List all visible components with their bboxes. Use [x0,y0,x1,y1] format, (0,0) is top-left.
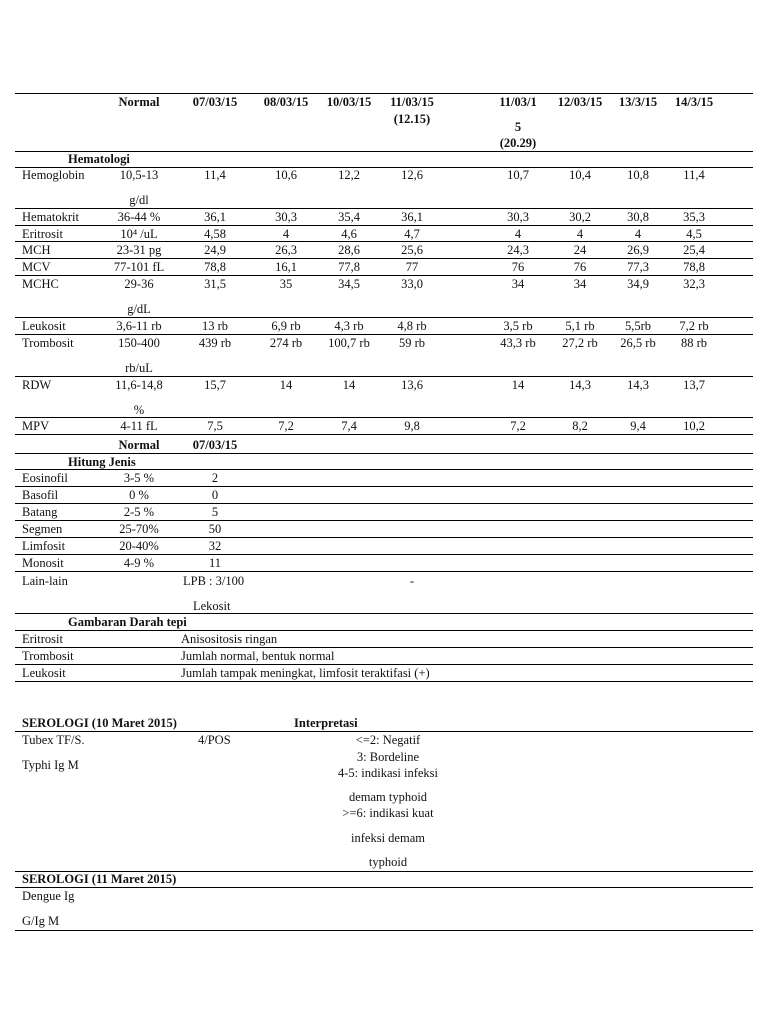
interpretation-line: 3: Bordeline [356,750,420,764]
header-normal: Normal [118,95,160,109]
lab-value-cell: 24,3 [507,243,529,257]
lab-value-cell: 4 [576,227,584,241]
row-rule [15,554,753,555]
lab-value-cell: 26,3 [275,243,297,257]
lab-value-cell: 14 [342,378,356,392]
normal-unit: rb/uL [125,361,153,375]
normal-range: 4-9 % [123,556,155,570]
lab-value-cell: 7,4 [341,419,357,433]
interpretation-line: >=6: indikasi kuat [342,806,434,820]
row-rule [15,469,753,470]
row-rule [15,647,753,648]
lab-value-cell: 28,6 [338,243,360,257]
lab-value-cell: 8,2 [572,419,588,433]
lab-value-cell: 27,2 rb [562,336,598,350]
row-rule [15,275,753,276]
lab-value-cell: 78,8 [204,260,226,274]
lab-value-cell: 6,9 rb [271,319,301,333]
header-normal: Normal [118,438,160,452]
lab-value-cell: 15,7 [204,378,226,392]
lab-value-cell: 14 [279,378,293,392]
lab-value-cell: 12,2 [338,168,360,182]
lab-value-cell: 25,4 [683,243,705,257]
row-rule [15,376,753,377]
row-rule [15,630,753,631]
lab-value-cell: 77 [405,260,419,274]
lab-value-cell: 24 [573,243,587,257]
lab-value-cell: 32 [208,539,222,553]
row-label: Basofil [22,488,59,502]
header-date: 13/3/15 [618,95,658,109]
normal-range: 29-36 [124,277,154,291]
lain-lain-value-cont: Lekosit [193,599,231,613]
header-date: 12/03/15 [557,95,603,109]
normal-range: 23-31 pg [116,243,162,257]
row-label: Hematokrit [22,210,79,224]
lab-value-cell: 9,4 [630,419,646,433]
lab-value-cell: 3,5 rb [503,319,533,333]
test-name-cont: G/Ig M [22,914,60,928]
normal-range: 150-400 [118,336,160,350]
lab-value-cell: 43,3 rb [500,336,536,350]
normal-unit: % [133,403,145,417]
lab-value-cell: 77,3 [627,260,649,274]
row-rule [15,225,753,226]
lab-value-cell: 34 [511,277,525,291]
interpretation-line: 4-5: indikasi infeksi [338,766,438,780]
lab-value-cell: 33,0 [401,277,423,291]
lab-value-cell: 7,5 [207,419,223,433]
lab-value-cell: 0 [211,488,219,502]
normal-range: 36-44 % [117,210,161,224]
row-label-leukosit: Leukosit [22,666,66,680]
interpretation-line: typhoid [368,855,408,869]
lab-value-cell: 9,8 [404,419,420,433]
row-rule [15,930,753,931]
lab-value-cell: 34 [573,277,587,291]
row-rule [15,520,753,521]
normal-range: 4-11 fL [120,419,158,433]
lab-value-cell: 11 [208,556,222,570]
lab-value-cell: 14 [511,378,525,392]
section-title-gambaran-darah-tepi: Gambaran Darah tepi [68,615,187,629]
row-rule [15,613,753,614]
row-rule [15,317,753,318]
row-label: MPV [22,419,50,433]
normal-range: 20-40% [119,539,159,553]
lab-value-cell: 14,3 [569,378,591,392]
lab-value-cell: 4,8 rb [397,319,427,333]
lab-value-cell: 100,7 rb [328,336,370,350]
lab-value-cell: 34,5 [338,277,360,291]
row-label: Hemoglobin [22,168,85,182]
lab-value-cell: 88 rb [680,336,708,350]
lain-lain-value: LPB : 3/100 [183,574,245,588]
lab-value-cell: 13,6 [401,378,423,392]
lab-value-cell: 30,8 [627,210,649,224]
lab-value-cell: 11,4 [204,168,226,182]
row-rule [15,887,753,888]
lab-value-cell: 31,5 [204,277,226,291]
row-label: Leukosit [22,319,66,333]
lab-value-cell: 5,1 rb [565,319,595,333]
lab-value-cell: 5 [211,505,219,519]
lab-value-cell: 30,3 [275,210,297,224]
lain-lain-dash: - [409,574,415,588]
header-date: 07/03/15 [192,95,238,109]
lab-value-cell: 274 rb [269,336,303,350]
lab-value-cell: 26,9 [627,243,649,257]
header-date: 11/03/15 [390,95,434,109]
header-date: 11/03/1 [499,95,537,109]
lab-value-cell: 5,5rb [624,319,652,333]
lab-value-cell: 4,3 rb [334,319,364,333]
section-title-hitung-jenis: Hitung Jenis [68,455,136,469]
row-label: MCHC [22,277,59,291]
normal-range: 3-5 % [123,471,155,485]
lab-value-cell: 10,4 [569,168,591,182]
row-label: Batang [22,505,58,519]
lab-value-cell: 36,1 [204,210,226,224]
header-date: 07/03/15 [192,438,238,452]
lab-value-cell: 10,2 [683,419,705,433]
row-rule [15,486,753,487]
header-date-cont: 5 [514,120,522,134]
row-rule [15,681,753,682]
row-rule [15,208,753,209]
lab-value-cell: 10,6 [275,168,297,182]
row-rule [15,731,753,732]
interpretation-line: infeksi demam [351,831,425,845]
lab-value-cell: 7,2 [278,419,294,433]
row-rule [15,503,753,504]
lab-value-cell: 12,6 [401,168,423,182]
row-label-trombosit: Trombosit [22,649,74,663]
lab-value-cell: 76 [573,260,587,274]
lab-value-cell: 10,7 [507,168,529,182]
lab-value-cell: 35,4 [338,210,360,224]
lab-value-cell: 35 [279,277,293,291]
interpretation-header: Interpretasi [294,716,358,730]
normal-range: 11,6-14,8 [115,378,163,392]
lab-value-cell: 4,58 [204,227,226,241]
serology-title: SEROLOGI (11 Maret 2015) [22,872,177,886]
lab-value-cell: 36,1 [401,210,423,224]
row-label-eritrosit: Eritrosit [22,632,63,646]
row-rule [15,241,753,242]
row-label: Monosit [22,556,64,570]
section-title-hematologi: Hematologi [68,152,130,166]
lab-value-cell: 24,9 [204,243,226,257]
lab-value-cell: 30,2 [569,210,591,224]
row-rule [15,434,753,435]
serology-title: SEROLOGI (10 Maret 2015) [22,716,177,730]
lab-value-cell: 50 [208,522,222,536]
lab-value-cell: 4,7 [404,227,420,241]
lab-value-cell: 7,2 [510,419,526,433]
row-label: RDW [22,378,52,392]
table-top-rule [15,93,753,94]
normal-range: 77-101 fL [113,260,165,274]
header-date-sub: (12.15) [393,112,431,126]
row-label: Eosinofil [22,471,68,485]
lab-value-cell: 13 rb [201,319,229,333]
test-name-cont: Typhi Ig M [22,758,79,772]
header-date: 10/03/15 [326,95,372,109]
normal-range: 25-70% [119,522,159,536]
normal-range: 10,5-13 [119,168,159,182]
row-label: Segmen [22,522,63,536]
row-label: Limfosit [22,539,66,553]
row-value: Jumlah tampak meningkat, limfosit teraktifasi (+) [181,666,430,680]
lab-value-cell: 30,3 [507,210,529,224]
lab-value-cell: 4 [282,227,290,241]
lab-value-cell: 7,2 rb [679,319,709,333]
row-rule [15,571,753,572]
header-date-sub: (20.29) [499,136,537,150]
lab-value-cell: 4 [634,227,642,241]
test-name: Dengue Ig [22,889,75,903]
row-rule [15,258,753,259]
lab-value-cell: 2 [211,471,219,485]
row-rule [15,417,753,418]
row-label: Eritrosit [22,227,63,241]
lab-value-cell: 11,4 [683,168,705,182]
lab-value-cell: 13,7 [683,378,705,392]
test-name: Tubex TF/S. [22,733,85,747]
row-value: Anisositosis ringan [181,632,278,646]
normal-unit: g/dl [129,193,149,207]
normal-range: 10⁴ /uL [120,227,158,241]
lab-value-cell: 78,8 [683,260,705,274]
row-label: Trombosit [22,336,74,350]
row-value: Jumlah normal, bentuk normal [181,649,335,663]
header-date: 08/03/15 [263,95,309,109]
lab-value-cell: 32,3 [683,277,705,291]
interpretation-line: demam typhoid [348,790,428,804]
lab-value-cell: 16,1 [275,260,297,274]
lab-value-cell: 439 rb [198,336,232,350]
row-rule [15,453,753,454]
row-rule [15,334,753,335]
lab-value-cell: 10,8 [627,168,649,182]
lab-value-cell: 4,5 [686,227,702,241]
lab-value-cell: 4,6 [341,227,357,241]
row-label: MCV [22,260,51,274]
lab-value-cell: 59 rb [398,336,426,350]
lab-value-cell: 35,3 [683,210,705,224]
lab-value-cell: 26,5 rb [620,336,656,350]
interpretation-line: <=2: Negatif [355,733,421,747]
row-label-lain-lain: Lain-lain [22,574,68,588]
lab-value-cell: 25,6 [401,243,423,257]
header-date: 14/3/15 [674,95,714,109]
lab-value-cell: 77,8 [338,260,360,274]
normal-unit: g/dL [127,302,151,316]
row-rule [15,537,753,538]
normal-range: 2-5 % [123,505,155,519]
lab-value-cell: 76 [511,260,525,274]
row-rule [15,664,753,665]
row-label: MCH [22,243,51,257]
test-result: 4/POS [198,733,231,747]
lab-value-cell: 4 [514,227,522,241]
normal-range: 0 % [129,488,149,502]
lab-value-cell: 34,9 [627,277,649,291]
lab-value-cell: 14,3 [627,378,649,392]
normal-range: 3,6-11 rb [116,319,162,333]
